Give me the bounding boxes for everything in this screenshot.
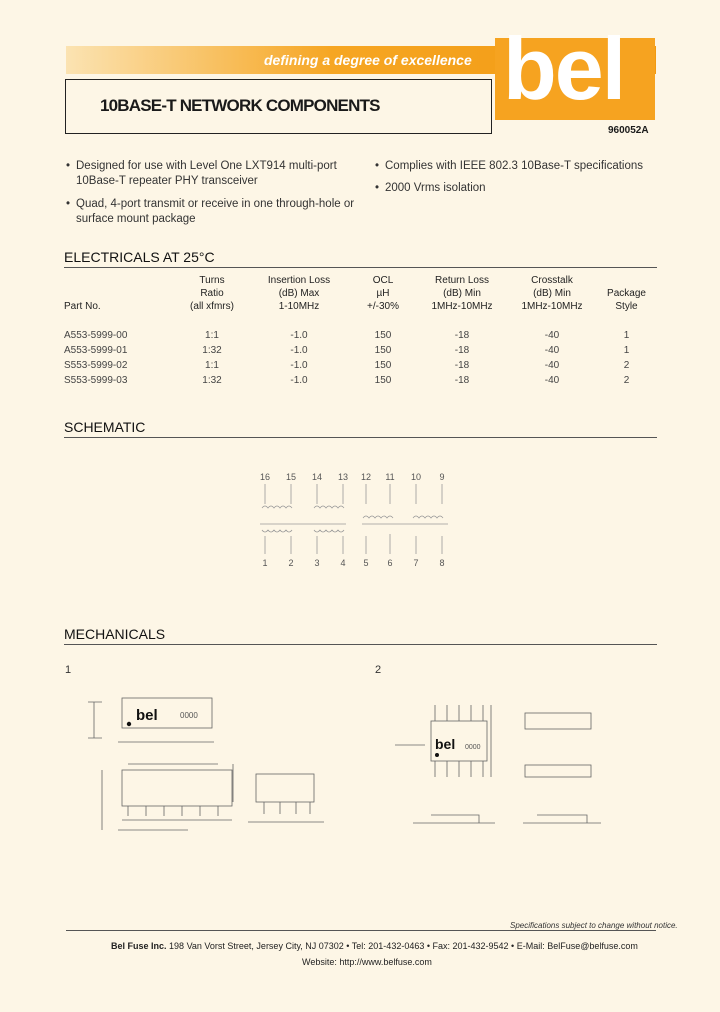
tagline: defining a degree of excellence [264, 52, 472, 68]
drawing-code: 0000 [465, 744, 481, 751]
section-divider [64, 644, 657, 645]
schematic-diagram [250, 468, 460, 572]
table-header-row [64, 274, 657, 313]
footer-contact [111, 941, 638, 951]
drawing-code: 0000 [180, 711, 198, 720]
footer-divider [66, 930, 656, 931]
bel-logo: bel [503, 19, 625, 118]
column-header: Insertion Loss (dB) Max 1-10MHz [267, 275, 331, 312]
table-row: A553-5999-01 1:32 -1.0 150 -18 -40 1 [64, 345, 630, 356]
package-1-drawing [88, 690, 348, 850]
pin-label: 6 [387, 558, 393, 568]
page-title: 10BASE-T NETWORK COMPONENTS [100, 96, 380, 115]
section-divider [64, 267, 657, 268]
bullet-icon: • [375, 182, 380, 194]
website-link[interactable]: Website: http://www.belfuse.com [302, 957, 432, 967]
table-row: S553-5999-03 1:32 -1.0 150 -18 -40 2 [64, 375, 630, 386]
feature-item: • Designed for use with Level One LXT914 multi-port 10Base-T repeater PHY transceiver [66, 160, 337, 187]
document-number: 960052A [608, 125, 649, 136]
feature-item: • 2000 Vrms isolation [375, 182, 486, 194]
pin-label: 12 [360, 472, 372, 482]
pin-label: 3 [314, 558, 320, 568]
column-header: Crosstalk (dB) Min 1MHz-10MHz [521, 275, 583, 312]
table-row: A553-5999-00 1:1 -1.0 150 -18 -40 1 [64, 330, 630, 341]
drawing-logo: bel [435, 736, 456, 752]
schematic-title: SCHEMATIC [64, 419, 146, 435]
pin-label: 11 [385, 472, 395, 482]
pin-label: 15 [285, 472, 297, 482]
electricals-title: ELECTRICALS AT 25°C [64, 249, 215, 265]
column-header: Part No. [64, 301, 101, 312]
pin-label: 10 [410, 472, 422, 482]
pin-label: 4 [340, 558, 346, 568]
pin-label: 1 [262, 558, 268, 568]
footer-note: Specifications subject to change without notice. [510, 921, 678, 930]
feature-item: • Quad, 4-port transmit or receive in one through-hole or surface mount package [66, 198, 355, 225]
company-address: 198 Van Vorst Street, Jersey City, NJ 07302 • Tel: 201-432-0463 • Fax: 201-432-9542 • E-Mail: BelFuse@belfuse.com [169, 941, 638, 951]
package-2-label: 2 [375, 664, 382, 676]
feature-item: • Complies with IEEE 802.3 10Base-T specifications [375, 160, 644, 172]
column-header: Return Loss (dB) Min 1MHz-10MHz [431, 275, 493, 312]
pin-label: 9 [439, 472, 445, 482]
table-row: S553-5999-02 1:1 -1.0 150 -18 -40 2 [64, 360, 630, 371]
section-divider [64, 437, 657, 438]
pin-label: 5 [363, 558, 369, 568]
bullet-icon: • [66, 160, 71, 172]
column-header: Package Style [607, 288, 646, 312]
pin-label: 7 [413, 558, 419, 568]
bullet-icon: • [375, 160, 380, 172]
package-2-drawing [395, 695, 605, 855]
pin-label: 14 [311, 472, 323, 482]
pin-label: 2 [288, 558, 294, 568]
company-name: Bel Fuse Inc. [111, 941, 167, 951]
column-header: OCL µH +/-30% [367, 275, 399, 312]
pin-label: 13 [337, 472, 349, 482]
pin-label: 16 [259, 472, 271, 482]
pin-one-marker [435, 753, 439, 757]
package-1-label: 1 [65, 664, 72, 676]
column-header: Turns Ratio (all xfmrs) [190, 275, 234, 312]
mechanicals-title: MECHANICALS [64, 626, 166, 642]
pin-one-marker [127, 722, 131, 726]
drawing-logo: bel [136, 707, 158, 724]
electricals-table [64, 274, 657, 388]
bullet-icon: • [66, 198, 71, 210]
pin-label: 8 [439, 558, 445, 568]
